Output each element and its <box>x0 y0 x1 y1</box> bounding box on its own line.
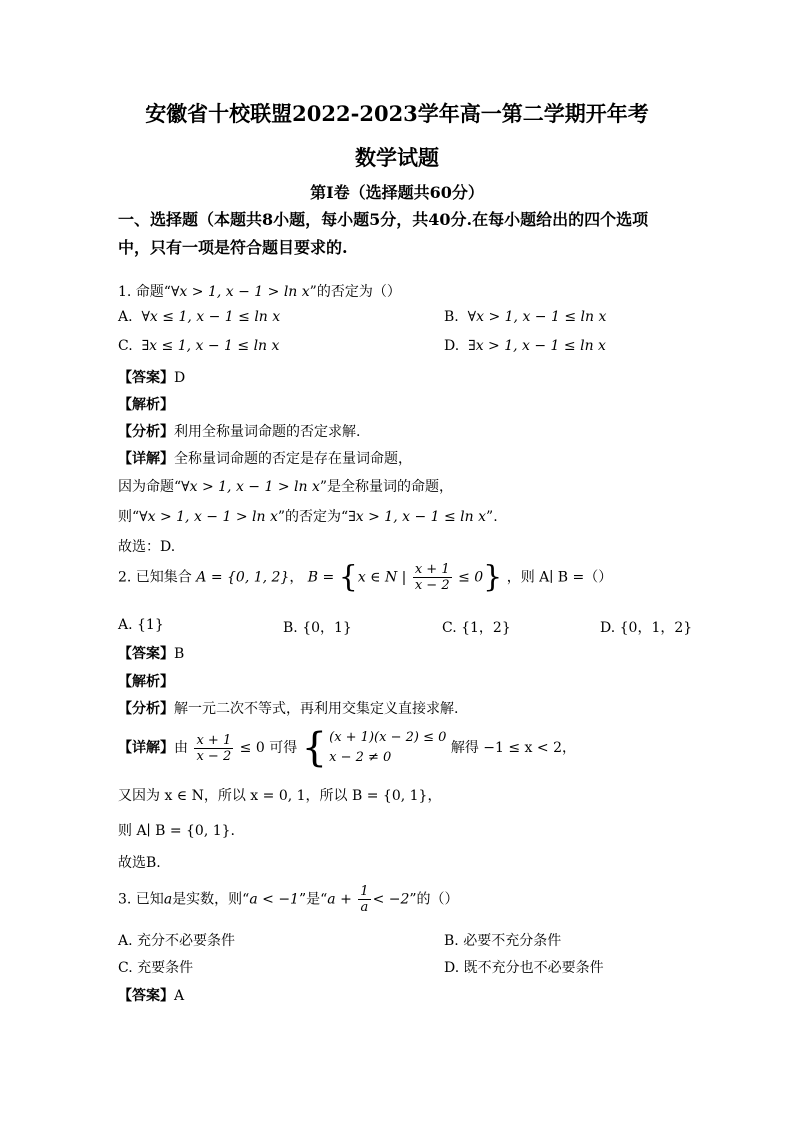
q2-conclusion: 故选B. <box>118 855 161 871</box>
q1-analysis-text: 利用全称量词命题的否定求解. <box>174 424 361 440</box>
q2-frac-den: x − 2 <box>414 578 450 593</box>
q1-answer-value: D <box>174 370 186 386</box>
q3-answer-tag: 【答案】 <box>118 988 174 1004</box>
q2-answer-value: B <box>174 646 185 662</box>
q2-analysis <box>118 698 458 718</box>
q3-stem-var: a <box>163 891 173 908</box>
q2-detail-frac-num: x + 1 <box>196 732 232 748</box>
q1-stem <box>118 281 401 301</box>
q2-detail-frac-den: x − 2 <box>196 748 232 764</box>
q2-detail-fraction <box>194 733 233 764</box>
q3-stem-mid1: 是实数，则“ <box>172 891 250 908</box>
q2-detail-line3: 则 A∣ B = {0, 1}. <box>118 823 235 839</box>
q1-detail-line2 <box>118 476 453 496</box>
q1-option-c-text: ∃x ≤ 1, x − 1 ≤ ln x <box>141 338 280 354</box>
q1-answer-tag: 【答案】 <box>118 370 174 386</box>
q3-stem-pre: 3. 已知 <box>118 891 164 908</box>
q1-option-c <box>118 338 279 354</box>
section-header: 一、选择题（本题共8小题，每小题5分，共40分.在每小题给出的四个选项中，只有一项是符合题目要求的. <box>118 210 649 257</box>
exam-subject: 数学试题 <box>355 145 439 170</box>
q2-set-b-post: ≤ 0 <box>458 569 484 586</box>
q1-line-a-math: ∀x > 1, x − 1 > ln x <box>181 479 320 495</box>
q1-option-d-text: ∃x > 1, x − 1 ≤ ln x <box>468 338 606 354</box>
q2-analysis-tag: 【分析】 <box>118 701 174 717</box>
q3-stem-mid2: ”是“ <box>298 891 328 908</box>
q2-fraction <box>413 562 452 593</box>
q3-stem-cond1: a < −1 <box>249 891 299 908</box>
q2-stem <box>118 559 613 595</box>
left-brace-icon: { <box>301 725 328 771</box>
exam-title: 安徽省十校联盟2022-2023学年高一第二学期开年考 <box>145 101 649 126</box>
q2-stem-pre: 2. 已知集合 <box>118 569 192 586</box>
q3-stem-post: ”的（） <box>409 891 459 908</box>
q1-option-c-label: C. <box>118 338 133 354</box>
q3-frac-num: 1 <box>360 884 369 899</box>
q3-fraction <box>358 884 370 915</box>
q1-option-d-label: D. <box>444 338 460 354</box>
part-title: 第I卷（选择题共60分） <box>310 183 484 202</box>
q2-set-a: A = {0, 1, 2} <box>196 569 290 586</box>
q2-detail-tag: 【详解】 <box>118 740 174 756</box>
q2-answer <box>118 643 184 663</box>
q3-option-c: C. 充要条件 <box>118 960 194 976</box>
q1-option-a-text: ∀x ≤ 1, x − 1 ≤ ln x <box>141 309 281 325</box>
q1-analysis-tag: 【分析】 <box>118 424 174 440</box>
q2-analysis-text: 解一元二次不等式，再利用交集定义直接求解. <box>174 701 459 717</box>
q3-stem-cond2a: a + <box>327 891 352 908</box>
q1-option-d <box>444 338 606 354</box>
q2-detail-line2: 又因为 x ∈ N，所以 x = 0, 1，所以 B = {0, 1}， <box>118 788 442 804</box>
q3-stem-cond2b: < −2 <box>372 891 410 908</box>
q1-detail <box>118 448 412 468</box>
q2-option-c: C. {1，2} <box>442 620 511 636</box>
q1-line-a-post: ”是全称量词的命题， <box>319 479 454 495</box>
q2-option-b: B. {0，1} <box>283 620 352 636</box>
left-brace-icon: { <box>338 559 358 595</box>
q1-option-a <box>118 309 280 325</box>
q1-line-a-pre: 因为命题“ <box>118 479 182 495</box>
q2-sys-line1: (x + 1)(x − 2) ≤ 0 <box>329 730 447 745</box>
q2-option-a: A. {1} <box>118 617 164 633</box>
q1-stem-math: ∀x > 1, x − 1 > ln x <box>170 284 310 300</box>
q2-stem-post: ，则 A∣ B =（） <box>506 569 613 586</box>
q3-frac-den: a <box>360 900 369 915</box>
q2-jiexi: 【解析】 <box>118 674 174 690</box>
q1-option-b-text: ∀x > 1, x − 1 ≤ ln x <box>467 309 607 325</box>
q1-line-b-pre: 则“ <box>118 509 140 525</box>
q2-answer-tag: 【答案】 <box>118 646 174 662</box>
q1-detail-text: 全称量词命题的否定是存在量词命题， <box>174 451 412 467</box>
q1-jiexi: 【解析】 <box>118 397 174 413</box>
q2-option-d: D. {0，1，2} <box>600 620 693 636</box>
q1-conclusion: 故选：D. <box>118 539 176 555</box>
q1-line-b-mid: ”的否定为“ <box>277 509 349 525</box>
q1-line-b-post: ”. <box>486 509 498 525</box>
q1-analysis <box>118 421 360 441</box>
q2-set-b-in: x ∈ N | <box>357 569 407 586</box>
q2-comma: ， <box>289 569 304 586</box>
q1-line-b-math2: ∃x > 1, x − 1 ≤ ln x <box>348 509 487 525</box>
q3-answer <box>118 985 184 1005</box>
q2-detail-pre: 由 <box>174 740 188 756</box>
q1-line-b-math1: ∀x > 1, x − 1 > ln x <box>139 509 278 525</box>
q3-option-a: A. 充分不必要条件 <box>118 933 236 949</box>
q3-stem <box>118 884 459 915</box>
right-brace-icon: } <box>483 559 503 595</box>
q3-option-d: D. 既不充分也不必要条件 <box>444 960 604 976</box>
q1-option-b-label: B. <box>444 309 459 325</box>
q1-option-a-label: A. <box>118 309 133 325</box>
q2-inequality-system <box>329 728 446 768</box>
q3-option-b: B. 必要不充分条件 <box>444 933 562 949</box>
q2-frac-num: x + 1 <box>414 562 450 577</box>
q2-set-b-pre: B = <box>307 569 335 586</box>
q2-detail-post: 解得 −1 ≤ x < 2， <box>450 740 576 756</box>
q1-detail-tag: 【详解】 <box>118 451 174 467</box>
q3-answer-value: A <box>174 988 185 1004</box>
q1-stem-post: ”的否定为（） <box>309 284 401 300</box>
q1-answer <box>118 367 185 387</box>
q2-detail-mid: ≤ 0 可得 <box>239 740 298 756</box>
q1-stem-pre: 1. 命题“ <box>118 284 171 300</box>
q2-sys-line2: x − 2 ≠ 0 <box>329 750 392 765</box>
q1-detail-line3 <box>118 506 498 526</box>
q2-detail <box>118 725 576 771</box>
q1-option-b <box>444 309 606 325</box>
